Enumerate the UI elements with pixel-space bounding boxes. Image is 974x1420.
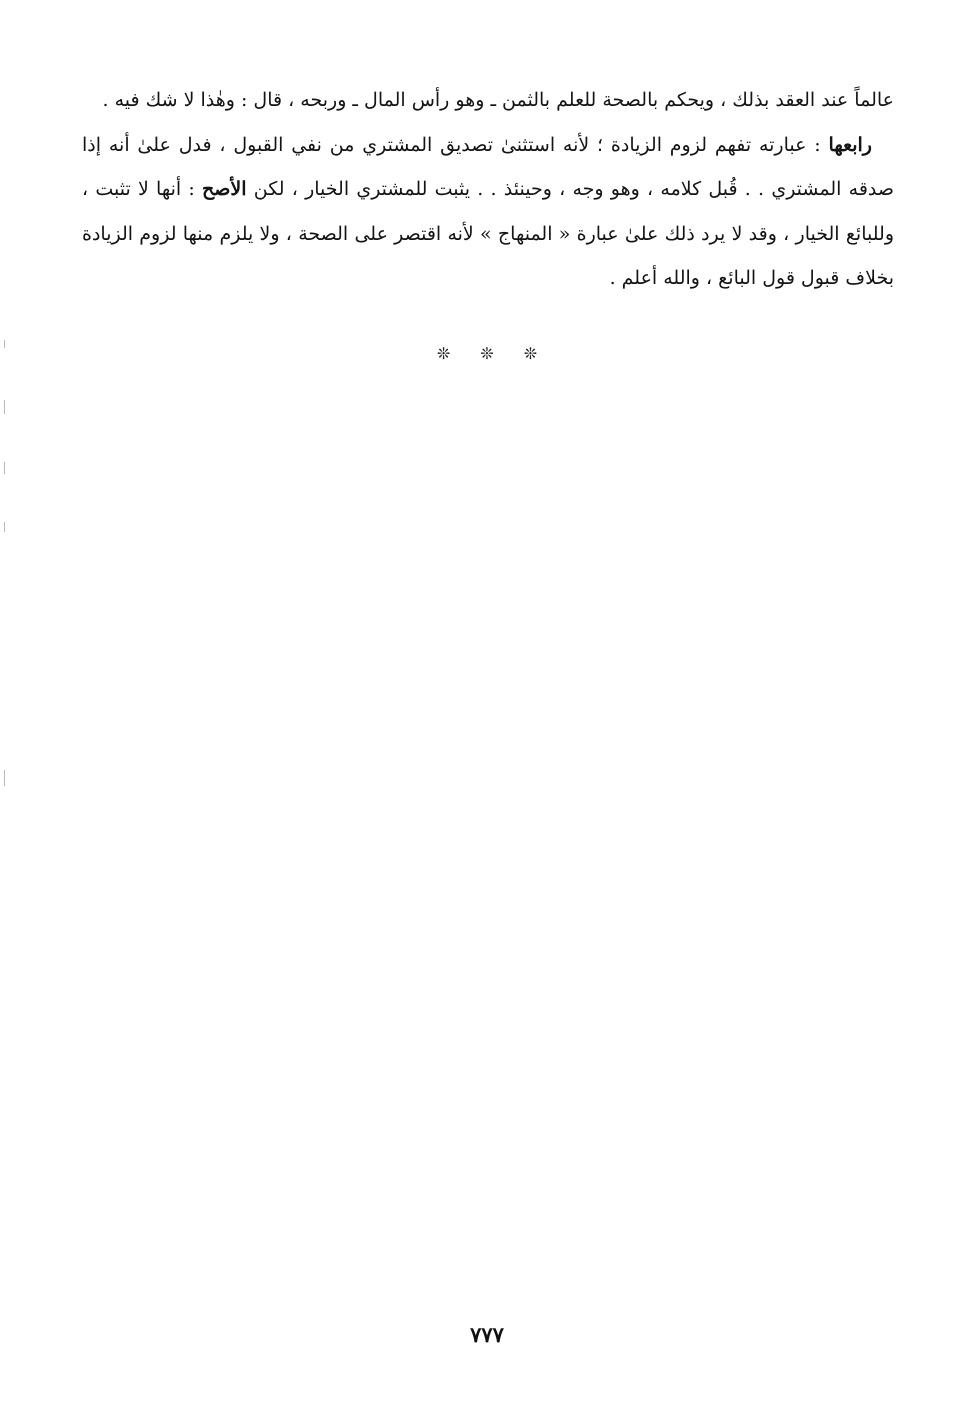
- paragraph-2-part-2: : أنها لا تثبت ، وللبائع الخيار ، وقد لا يرد ذلك علىٰ عبارة « المنهاج » لأنه اقتصر على الصحة ، ولا يلزم منها لزوم الزيادة بخلاف قبول قول البائع ، والله أعلم .: [82, 178, 894, 289]
- scan-edge-mark: [4, 340, 5, 348]
- emphasis-term: الأصح: [202, 178, 247, 200]
- section-separator: [0, 344, 974, 363]
- paragraph-1: عالماً عند العقد بذلك ، ويحكم بالصحة للعلم بالثمن ـ وهو رأس المال ـ وربحه ، قال : وهٰذا لا شك فيه .: [102, 89, 894, 111]
- paragraph-lead-word: رابعها: [828, 133, 872, 156]
- separator-asterisk-icon: ❊: [480, 344, 494, 363]
- scan-edge-mark: [4, 462, 5, 474]
- separator-asterisk-icon: ❊: [523, 344, 538, 363]
- scan-edge-mark: [4, 770, 5, 786]
- paragraph-2: [82, 123, 894, 301]
- scan-edge-mark: [4, 522, 5, 532]
- scan-edge-mark: [4, 400, 5, 414]
- separator-asterisk-icon: ❊: [436, 344, 451, 363]
- page-number: ٧٧٧: [470, 1322, 504, 1347]
- paragraph-2-part-1: : عبارته تفهم لزوم الزيادة ؛ لأنه استثنىٰ تصديق المشتري من نفي القبول ، فدل علىٰ أنه إذا صدقه المشتري . . قُبل كلامه ، وهو وجه ، وحينئذ . . يثبت للمشتري الخيار ، لكن: [82, 133, 895, 200]
- body-text: [82, 78, 894, 301]
